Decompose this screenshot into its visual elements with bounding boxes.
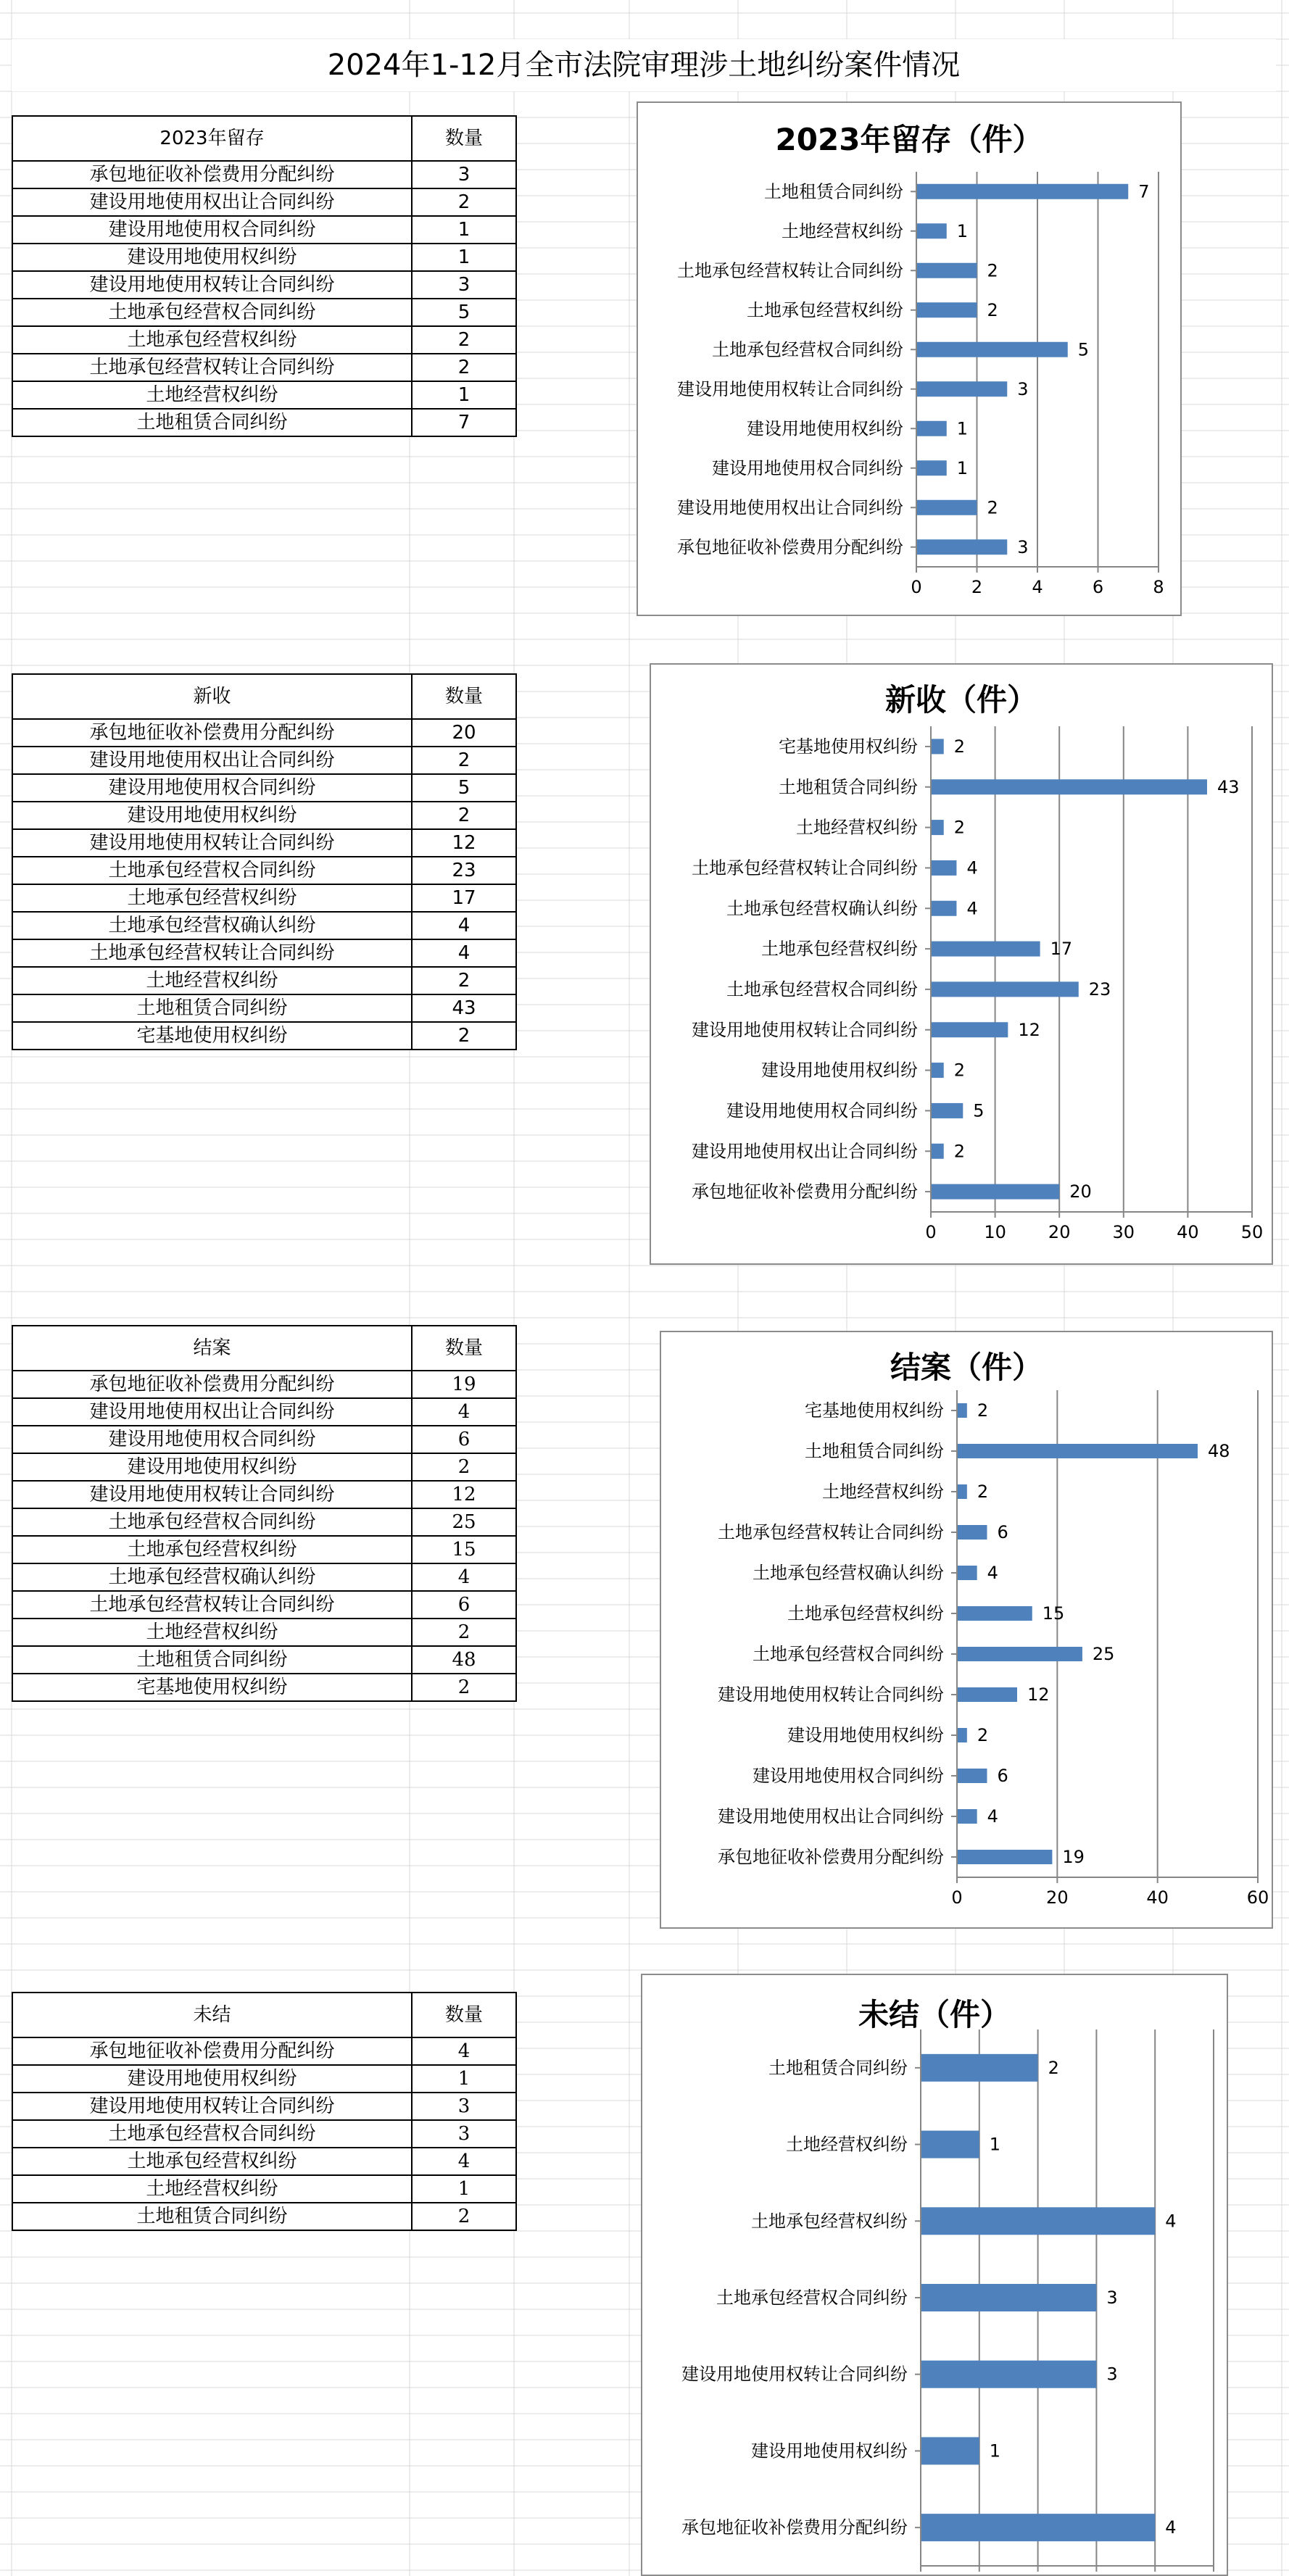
table-row — [12, 1674, 516, 1701]
category-label: 建设用地使用权转让合同纠纷 — [681, 2364, 908, 2385]
table-row — [12, 1398, 516, 1426]
bar — [957, 1566, 977, 1580]
row-count: 2 — [412, 1619, 516, 1646]
row-category: 土地承包经营权转让合同纠纷 — [12, 939, 412, 967]
data-label: 2 — [987, 497, 998, 518]
table-row — [12, 299, 516, 326]
row-count: 2 — [412, 1674, 516, 1701]
bar — [931, 1022, 1008, 1037]
bar — [931, 860, 956, 876]
data-label: 2 — [977, 1725, 989, 1745]
table-row — [12, 216, 516, 244]
row-count: 4 — [412, 912, 516, 939]
table-pending-cases — [12, 1992, 517, 2231]
table-row — [12, 161, 516, 188]
row-count: 2 — [412, 747, 516, 774]
category-label: 建设用地使用权转让合同纠纷 — [677, 378, 903, 399]
category-label: 建设用地使用权纠纷 — [761, 1060, 918, 1081]
bar — [921, 2207, 1155, 2235]
category-label: 土地承包经营权合同纠纷 — [726, 979, 918, 1000]
table-row — [12, 1022, 516, 1050]
category-label: 土地经营权纠纷 — [822, 1482, 944, 1502]
x-tick-label: 0 — [925, 1222, 937, 1242]
data-label: 19 — [1062, 1847, 1085, 1867]
bar — [916, 500, 977, 515]
category-label: 土地经营权纠纷 — [786, 2134, 908, 2155]
bar — [916, 421, 947, 436]
data-label: 12 — [1018, 1019, 1040, 1040]
bar — [921, 2361, 1096, 2388]
table-row — [12, 912, 516, 939]
row-count: 3 — [412, 2093, 516, 2120]
row-count: 23 — [412, 857, 516, 884]
row-category: 建设用地使用权合同纠纷 — [12, 216, 412, 244]
row-category: 建设用地使用权纠纷 — [12, 802, 412, 829]
category-label: 土地承包经营权合同纠纷 — [753, 1644, 944, 1664]
bar — [931, 1184, 1059, 1200]
category-label: 土地承包经营权纠纷 — [787, 1603, 944, 1624]
data-label: 43 — [1217, 776, 1240, 797]
row-category: 土地租赁合同纠纷 — [12, 409, 412, 436]
row-count: 25 — [412, 1508, 516, 1536]
chart-pending-cases — [641, 1974, 1228, 2576]
data-label: 23 — [1088, 979, 1111, 1000]
bar — [931, 779, 1207, 794]
category-label: 土地租赁合同纠纷 — [764, 181, 903, 202]
category-label: 建设用地使用权纠纷 — [751, 2440, 908, 2461]
bar — [957, 1484, 967, 1499]
row-count: 20 — [412, 719, 516, 747]
x-tick-label: 60 — [1246, 1887, 1269, 1908]
row-count: 2 — [412, 326, 516, 354]
data-label: 2 — [953, 1060, 966, 1081]
bar — [957, 1606, 1032, 1621]
x-tick-label: 40 — [1146, 1887, 1169, 1908]
x-tick-label: 6 — [1092, 577, 1104, 597]
chart-plot — [651, 665, 1272, 1263]
category-label: 土地承包经营权合同纠纷 — [712, 339, 903, 360]
category-label: 宅基地使用权纠纷 — [805, 1400, 944, 1421]
x-tick-label: 2 — [971, 577, 983, 597]
table-row — [12, 1646, 516, 1674]
table-row — [12, 381, 516, 409]
data-label: 17 — [1050, 939, 1073, 960]
row-category: 土地经营权纠纷 — [12, 2175, 412, 2203]
bar — [957, 1525, 987, 1540]
data-label: 4 — [1165, 2517, 1177, 2538]
bar — [931, 901, 956, 916]
category-label: 建设用地使用权转让合同纠纷 — [692, 1019, 918, 1040]
category-label: 建设用地使用权纠纷 — [787, 1725, 944, 1745]
row-count: 3 — [412, 2120, 516, 2148]
data-label: 7 — [1138, 181, 1150, 202]
data-label: 15 — [1042, 1603, 1065, 1624]
row-count: 2 — [412, 967, 516, 994]
category-label: 土地承包经营权转让合同纠纷 — [718, 1522, 944, 1542]
row-category: 土地租赁合同纠纷 — [12, 2203, 412, 2230]
chart-2023-retained — [637, 101, 1182, 616]
data-label: 2 — [953, 736, 966, 757]
table-row — [12, 1371, 516, 1398]
table-row — [12, 802, 516, 829]
row-count: 3 — [412, 271, 516, 299]
row-count: 6 — [412, 1591, 516, 1619]
table-row — [12, 326, 516, 354]
table-header-row — [12, 1326, 516, 1371]
data-label: 2 — [1048, 2057, 1059, 2078]
bar — [916, 302, 977, 317]
table-row — [12, 271, 516, 299]
category-label: 土地承包经营权纠纷 — [761, 939, 918, 960]
row-category: 建设用地使用权转让合同纠纷 — [12, 1481, 412, 1508]
x-tick-label: 10 — [984, 1222, 1006, 1242]
x-tick-label: 30 — [1112, 1222, 1135, 1242]
data-label: 6 — [997, 1522, 1008, 1542]
row-category: 土地承包经营权合同纠纷 — [12, 299, 412, 326]
data-label: 4 — [987, 1563, 998, 1583]
table-row — [12, 1591, 516, 1619]
bar — [921, 2514, 1155, 2541]
row-count: 19 — [412, 1371, 516, 1398]
data-label: 1 — [956, 418, 969, 439]
bar — [916, 381, 1007, 396]
row-count: 1 — [412, 244, 516, 271]
bar — [921, 2054, 1038, 2082]
data-label: 3 — [1017, 536, 1029, 557]
category-label: 土地承包经营权纠纷 — [747, 299, 903, 320]
data-label: 4 — [966, 898, 978, 919]
bar — [916, 223, 947, 238]
row-category: 建设用地使用权纠纷 — [12, 2065, 412, 2093]
row-count: 5 — [412, 299, 516, 326]
table-row — [12, 2175, 516, 2203]
bar — [921, 2284, 1096, 2311]
bar — [931, 981, 1079, 997]
bar — [931, 942, 1040, 957]
row-category: 土地承包经营权纠纷 — [12, 884, 412, 912]
header-category: 新收 — [12, 674, 412, 719]
row-count: 3 — [412, 161, 516, 188]
category-label: 建设用地使用权合同纠纷 — [726, 1100, 918, 1121]
category-label: 土地经营权纠纷 — [796, 817, 918, 838]
chart-title: 未结（件） — [858, 1997, 1011, 2032]
table-row — [12, 857, 516, 884]
row-category: 建设用地使用权纠纷 — [12, 1453, 412, 1481]
table-row — [12, 1453, 516, 1481]
row-count: 4 — [412, 2037, 516, 2065]
row-count: 2 — [412, 354, 516, 381]
category-label: 承包地征收补偿费用分配纠纷 — [681, 2517, 908, 2538]
row-category: 土地租赁合同纠纷 — [12, 994, 412, 1022]
table-row — [12, 1536, 516, 1563]
row-count: 43 — [412, 994, 516, 1022]
row-category: 宅基地使用权纠纷 — [12, 1674, 412, 1701]
header-category: 2023年留存 — [12, 116, 412, 161]
category-label: 土地承包经营权转让合同纠纷 — [692, 857, 918, 878]
data-label: 3 — [1106, 2364, 1118, 2385]
row-category: 建设用地使用权转让合同纠纷 — [12, 271, 412, 299]
bar — [957, 1728, 967, 1742]
data-label: 3 — [1017, 378, 1029, 399]
row-count: 2 — [412, 2203, 516, 2230]
table-new-cases — [12, 673, 517, 1050]
chart-new-cases — [650, 663, 1273, 1265]
data-label: 12 — [1027, 1684, 1050, 1705]
table-row — [12, 1563, 516, 1591]
category-label: 土地承包经营权合同纠纷 — [716, 2288, 908, 2308]
data-label: 4 — [966, 857, 978, 878]
row-count: 4 — [412, 1563, 516, 1591]
data-label: 20 — [1069, 1181, 1092, 1202]
category-label: 土地租赁合同纠纷 — [805, 1441, 944, 1461]
row-count: 15 — [412, 1536, 516, 1563]
data-label: 2 — [953, 817, 966, 838]
table-closed-cases — [12, 1325, 517, 1702]
bar — [916, 184, 1128, 199]
row-category: 土地承包经营权合同纠纷 — [12, 2120, 412, 2148]
table-row — [12, 1426, 516, 1453]
row-count: 2 — [412, 802, 516, 829]
row-category: 建设用地使用权转让合同纠纷 — [12, 2093, 412, 2120]
bar — [916, 539, 1007, 554]
category-label: 建设用地使用权转让合同纠纷 — [718, 1684, 944, 1705]
table-row — [12, 1508, 516, 1536]
header-count: 数量 — [412, 1993, 516, 2037]
data-label: 5 — [973, 1100, 985, 1121]
table-row — [12, 747, 516, 774]
table-row — [12, 719, 516, 747]
x-tick-label: 4 — [1032, 577, 1043, 597]
row-count: 1 — [412, 381, 516, 409]
category-label: 土地承包经营权纠纷 — [751, 2211, 908, 2232]
data-label: 3 — [1106, 2288, 1118, 2308]
row-category: 建设用地使用权出让合同纠纷 — [12, 1398, 412, 1426]
category-label: 建设用地使用权合同纠纷 — [712, 457, 903, 478]
category-label: 承包地征收补偿费用分配纠纷 — [718, 1847, 944, 1867]
row-category: 建设用地使用权合同纠纷 — [12, 774, 412, 802]
category-label: 土地租赁合同纠纷 — [779, 776, 918, 797]
table-header-row — [12, 674, 516, 719]
category-label: 土地承包经营权确认纠纷 — [726, 898, 918, 919]
table-row — [12, 774, 516, 802]
x-tick-label: 50 — [1240, 1222, 1264, 1242]
row-category: 土地承包经营权转让合同纠纷 — [12, 354, 412, 381]
data-label: 1 — [989, 2134, 1001, 2155]
bar — [931, 739, 944, 754]
table-row — [12, 2065, 516, 2093]
data-label: 48 — [1208, 1441, 1230, 1461]
row-category: 建设用地使用权出让合同纠纷 — [12, 747, 412, 774]
bar — [931, 1144, 944, 1159]
x-tick-label: 8 — [1153, 577, 1164, 597]
table-header-row — [12, 116, 516, 161]
category-label: 宅基地使用权纠纷 — [779, 736, 918, 757]
table-row — [12, 994, 516, 1022]
data-label: 1 — [989, 2440, 1001, 2461]
row-category: 建设用地使用权合同纠纷 — [12, 1426, 412, 1453]
category-label: 承包地征收补偿费用分配纠纷 — [677, 536, 903, 557]
row-category: 承包地征收补偿费用分配纠纷 — [12, 1371, 412, 1398]
row-count: 12 — [412, 829, 516, 857]
header-category: 未结 — [12, 1993, 412, 2037]
chart-plot — [642, 1975, 1227, 2575]
row-count: 1 — [412, 2065, 516, 2093]
bar — [957, 1809, 977, 1824]
table-row — [12, 939, 516, 967]
x-tick-label: 0 — [951, 1887, 963, 1908]
chart-title: 结案（件） — [890, 1350, 1043, 1385]
bar — [957, 1403, 967, 1418]
row-category: 土地承包经营权确认纠纷 — [12, 1563, 412, 1591]
chart-closed-cases — [660, 1331, 1273, 1929]
category-label: 建设用地使用权合同纠纷 — [753, 1766, 944, 1786]
category-label: 土地经营权纠纷 — [782, 220, 903, 241]
data-label: 2 — [977, 1482, 989, 1502]
bar — [957, 1769, 987, 1783]
row-category: 建设用地使用权转让合同纠纷 — [12, 829, 412, 857]
row-category: 土地经营权纠纷 — [12, 1619, 412, 1646]
row-count: 2 — [412, 1022, 516, 1050]
bar — [916, 342, 1068, 357]
table-row — [12, 1619, 516, 1646]
bar — [916, 263, 977, 278]
row-category: 土地经营权纠纷 — [12, 381, 412, 409]
chart-title: 新收（件） — [884, 682, 1037, 718]
chart-title: 2023年留存（件） — [775, 122, 1043, 157]
bar — [957, 1687, 1017, 1702]
row-category: 土地承包经营权合同纠纷 — [12, 1508, 412, 1536]
data-label: 2 — [977, 1400, 989, 1421]
row-count: 7 — [412, 409, 516, 436]
bar — [921, 2131, 979, 2159]
data-label: 4 — [987, 1806, 998, 1827]
category-label: 建设用地使用权出让合同纠纷 — [718, 1806, 944, 1827]
table-row — [12, 967, 516, 994]
table-row — [12, 354, 516, 381]
row-count: 48 — [412, 1646, 516, 1674]
table-row — [12, 188, 516, 216]
table-2023-retained — [12, 115, 517, 437]
table-row — [12, 2037, 516, 2065]
row-category: 建设用地使用权纠纷 — [12, 244, 412, 271]
table-row — [12, 2120, 516, 2148]
category-label: 建设用地使用权出让合同纠纷 — [692, 1141, 918, 1162]
row-count: 2 — [412, 188, 516, 216]
row-category: 土地承包经营权纠纷 — [12, 2148, 412, 2175]
row-category: 土地承包经营权合同纠纷 — [12, 857, 412, 884]
header-category: 结案 — [12, 1326, 412, 1371]
row-category: 承包地征收补偿费用分配纠纷 — [12, 2037, 412, 2065]
bar — [931, 820, 944, 835]
table-row — [12, 244, 516, 271]
row-count: 1 — [412, 216, 516, 244]
table-row — [12, 829, 516, 857]
data-label: 5 — [1077, 339, 1090, 360]
header-count: 数量 — [412, 1326, 516, 1371]
row-category: 承包地征收补偿费用分配纠纷 — [12, 719, 412, 747]
row-count: 1 — [412, 2175, 516, 2203]
table-row — [12, 1481, 516, 1508]
x-tick-label: 40 — [1177, 1222, 1199, 1242]
row-count: 4 — [412, 1398, 516, 1426]
row-count: 12 — [412, 1481, 516, 1508]
table-row — [12, 2093, 516, 2120]
table-row — [12, 2203, 516, 2230]
bar — [921, 2437, 979, 2464]
table-row — [12, 884, 516, 912]
x-tick-label: 20 — [1048, 1222, 1071, 1242]
data-label: 1 — [956, 220, 969, 241]
x-tick-label: 20 — [1046, 1887, 1069, 1908]
row-category: 土地承包经营权确认纠纷 — [12, 912, 412, 939]
bar — [916, 460, 947, 475]
category-label: 土地租赁合同纠纷 — [768, 2057, 908, 2078]
category-label: 承包地征收补偿费用分配纠纷 — [692, 1181, 918, 1202]
category-label: 建设用地使用权纠纷 — [747, 418, 903, 439]
header-count: 数量 — [412, 116, 516, 161]
row-category: 建设用地使用权出让合同纠纷 — [12, 188, 412, 216]
data-label: 6 — [997, 1766, 1008, 1786]
table-header-row — [12, 1993, 516, 2037]
bar — [957, 1850, 1052, 1864]
x-tick-label: 0 — [911, 577, 922, 597]
data-label: 4 — [1165, 2211, 1177, 2232]
row-count: 2 — [412, 1453, 516, 1481]
data-label: 1 — [956, 457, 969, 478]
bar — [931, 1103, 963, 1118]
data-label: 2 — [987, 260, 998, 281]
row-count: 17 — [412, 884, 516, 912]
header-count: 数量 — [412, 674, 516, 719]
bar — [931, 1063, 944, 1078]
data-label: 2 — [953, 1141, 966, 1162]
category-label: 土地承包经营权转让合同纠纷 — [677, 260, 903, 281]
page-title: 2024年1-12月全市法院审理涉土地纠纷案件情况 — [12, 39, 1276, 91]
category-label: 建设用地使用权出让合同纠纷 — [677, 497, 903, 518]
table-row — [12, 2148, 516, 2175]
row-category: 土地承包经营权纠纷 — [12, 1536, 412, 1563]
row-category: 宅基地使用权纠纷 — [12, 1022, 412, 1050]
chart-plot — [638, 103, 1180, 615]
row-category: 土地租赁合同纠纷 — [12, 1646, 412, 1674]
bar — [957, 1647, 1082, 1661]
row-category: 土地承包经营权转让合同纠纷 — [12, 1591, 412, 1619]
row-count: 5 — [412, 774, 516, 802]
row-category: 承包地征收补偿费用分配纠纷 — [12, 161, 412, 188]
bar — [957, 1444, 1198, 1458]
row-category: 土地经营权纠纷 — [12, 967, 412, 994]
row-count: 4 — [412, 2148, 516, 2175]
row-category: 土地承包经营权纠纷 — [12, 326, 412, 354]
row-count: 6 — [412, 1426, 516, 1453]
data-label: 25 — [1092, 1644, 1115, 1664]
category-label: 土地承包经营权确认纠纷 — [753, 1563, 944, 1583]
chart-plot — [661, 1332, 1272, 1927]
table-row — [12, 409, 516, 436]
row-count: 4 — [412, 939, 516, 967]
data-label: 2 — [987, 299, 998, 320]
